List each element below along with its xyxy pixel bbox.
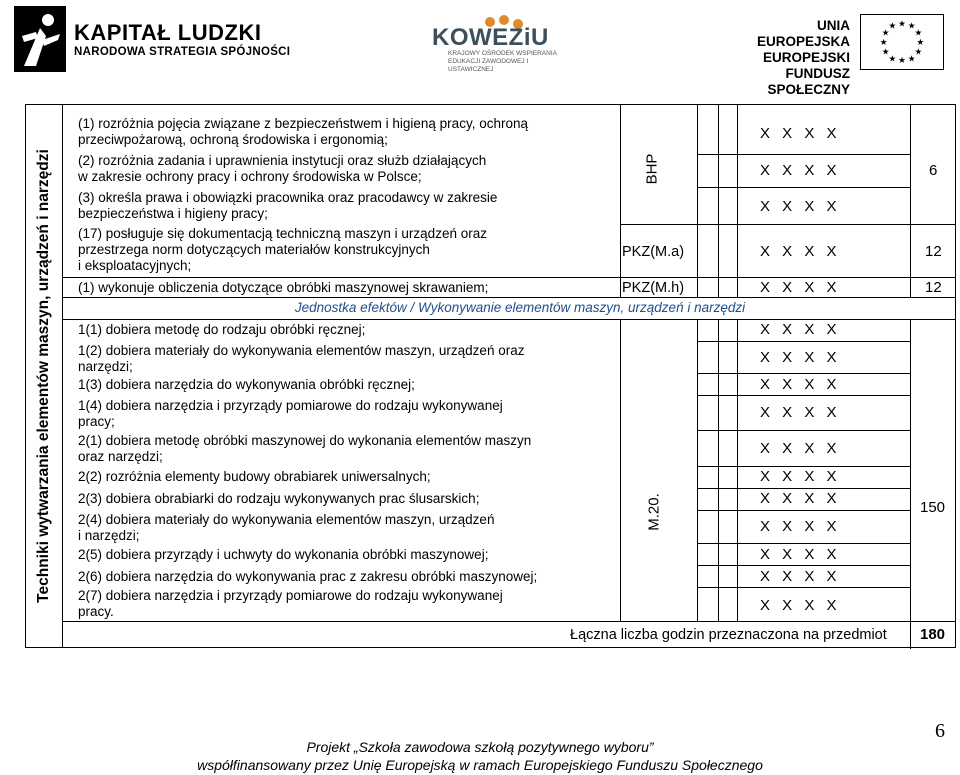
header <box>0 0 960 97</box>
grid-line <box>63 297 956 298</box>
total-hours-value: 180 <box>920 626 946 643</box>
hours-value: 150 <box>920 499 946 516</box>
x-marks: X X X X <box>760 568 837 585</box>
footer-project: Projekt „Szkoła zawodowa szkołą pozytywnego wyboru” <box>306 739 654 755</box>
grid-line <box>697 430 910 431</box>
outcome-line: (1) rozróżnia pojęcia związane z bezpieczeństwem i higieną pracy, ochroną <box>78 116 528 131</box>
footer-cofinance: współfinansowany przez Unię Europejską w ramach Europejskiego Funduszu Społecznego <box>197 757 763 773</box>
x-marks: X X X X <box>760 243 837 260</box>
module-code-m20: M.20. <box>645 493 663 531</box>
outcome-line: 2(2) rozróżnia elementy budowy obrabiarek uniwersalnych; <box>78 469 431 484</box>
x-marks: X X X X <box>760 198 837 215</box>
grid-line <box>697 488 910 489</box>
subject-title: Techniki wytwarzania elementów maszyn, urządzeń i narzędzi <box>35 149 52 603</box>
outcome-line: i eksploatacyjnych; <box>78 258 192 273</box>
code-pkz-ma: PKZ(M.a) <box>622 244 685 260</box>
outcome-line: 2(1) dobiera metodę obróbki maszynowej do wykonania elementów maszyn <box>78 433 532 448</box>
outcome-line: (3) określa prawa i obowiązki pracownika oraz pracodawcy w zakresie <box>78 190 498 205</box>
ue-line-2: EUROPEJSKI <box>762 50 850 65</box>
x-marks: X X X X <box>760 404 837 421</box>
outcome-row <box>78 398 503 430</box>
outcome-row <box>78 433 531 465</box>
svg-text:★: ★ <box>907 54 916 65</box>
page-number: 6 <box>935 720 945 742</box>
x-marks: X X X X <box>760 376 837 393</box>
outcome-row <box>78 116 528 148</box>
outcome-line: bezpieczeństwa i higieny pracy; <box>78 206 268 221</box>
outcome-line: pracy; <box>78 414 115 429</box>
outcome-line: w zakresie ochrony pracy i ochrony środowiska w Polsce; <box>78 169 422 184</box>
outcome-line: oraz narzędzi; <box>78 449 163 464</box>
x-marks: X X X X <box>760 468 837 485</box>
grid-line <box>910 319 911 649</box>
grid-line <box>697 587 910 588</box>
ue-line-1: UNIA EUROPEJSKA <box>756 18 850 49</box>
grid-line <box>697 510 910 511</box>
x-marks: X X X X <box>760 440 837 457</box>
grid-line <box>697 104 698 297</box>
x-marks: X X X X <box>760 321 837 338</box>
svg-text:★: ★ <box>888 54 897 65</box>
unit-heading: Jednostka efektów / Wykonywanie elementów maszyn, urządzeń i narzędzi <box>294 300 746 315</box>
outcome-row <box>78 469 431 485</box>
outcome-line: i narzędzi; <box>78 528 140 543</box>
svg-text:★: ★ <box>914 47 923 58</box>
outcome-row <box>78 588 503 620</box>
outcome-line: pracy. <box>78 604 114 619</box>
svg-text:★: ★ <box>907 21 916 32</box>
grid-line <box>910 104 911 297</box>
outcome-line: (2) rozróżnia zadania i uprawnienia instytucji oraz służb działających <box>78 153 487 168</box>
ue-line-3: FUNDUSZ SPOŁECZNY <box>767 66 850 97</box>
hours-value: 12 <box>925 279 942 296</box>
grid-line <box>63 621 956 622</box>
outcome-line: (17) posługuje się dokumentacją techniczną maszyn i urządzeń oraz <box>78 226 487 241</box>
outcome-line: 1(2) dobiera materiały do wykonywania elementów maszyn, urządzeń oraz <box>78 343 525 358</box>
kapital-ludzki-subtitle: NARODOWA STRATEGIA SPÓJNOŚCI <box>74 46 291 58</box>
x-marks: X X X X <box>760 279 837 296</box>
outcome-row <box>78 343 524 375</box>
eu-flag-icon <box>860 14 944 70</box>
svg-text:★: ★ <box>898 19 906 30</box>
kowezu-name: KOWEZiU <box>432 24 549 51</box>
grid-line <box>718 104 719 297</box>
outcome-line: 1(1) dobiera metodę do rodzaju obróbki ręcznej; <box>78 322 366 337</box>
outcome-row <box>78 512 494 544</box>
svg-text:★: ★ <box>888 21 897 32</box>
grid-line <box>697 341 910 342</box>
x-marks: X X X X <box>760 518 837 535</box>
x-marks: X X X X <box>760 546 837 563</box>
hours-value: 12 <box>925 243 942 260</box>
grid-line <box>697 543 910 544</box>
grid-line <box>63 319 956 320</box>
outcome-row <box>78 491 479 507</box>
outcome-row <box>78 377 415 393</box>
x-marks: X X X X <box>760 490 837 507</box>
grid-line <box>737 319 738 621</box>
grid-line <box>697 154 910 155</box>
outcome-row <box>78 280 488 296</box>
svg-text:★: ★ <box>881 28 890 39</box>
x-marks: X X X X <box>760 349 837 366</box>
outcome-line: narzędzi; <box>78 359 133 374</box>
hours-value: 6 <box>929 162 938 179</box>
grid-line <box>737 104 738 297</box>
outcome-row <box>78 190 497 222</box>
grid-line <box>63 277 956 278</box>
outcome-line: 1(4) dobiera narzędzia i przyrządy pomiarowe do rodzaju wykonywanej <box>78 398 503 413</box>
grid-line <box>697 395 910 396</box>
outcome-line: przeciwpożarową, ochroną środowiska i ergonomią; <box>78 132 388 147</box>
kowezu-subtitle: KRAJOWY OŚRODEK WSPIERANIA EDUKACJI ZAWODOWEJ I USTAWICZNEJ <box>448 50 557 73</box>
grid-line <box>697 319 698 621</box>
outcome-line: 1(3) dobiera narzędzia do wykonywania obróbki ręcznej; <box>78 377 415 392</box>
grid-line <box>718 319 719 621</box>
outcome-row <box>78 569 537 585</box>
total-hours-label: Łączna liczba godzin przeznaczona na przedmiot <box>570 627 887 643</box>
outcome-line: 2(6) dobiera narzędzia do wykonywania prac z zakresu obróbki maszynowej; <box>78 569 538 584</box>
bhp-label: BHP <box>643 153 661 185</box>
x-marks: X X X X <box>760 162 837 179</box>
grid-line <box>697 565 910 566</box>
outcome-row <box>78 153 486 185</box>
svg-text:★: ★ <box>916 37 925 48</box>
outcome-row <box>78 226 487 274</box>
grid-line <box>620 104 621 297</box>
svg-text:★: ★ <box>881 47 890 58</box>
kapital-ludzki-title: KAPITAŁ LUDZKI <box>74 20 262 45</box>
x-marks: X X X X <box>760 125 837 142</box>
outcome-line: (1) wykonuje obliczenia dotyczące obróbki maszynowej skrawaniem; <box>78 280 489 295</box>
grid-line <box>620 319 621 621</box>
outcome-line: 2(3) dobiera obrabiarki do rodzaju wykonywanych prac ślusarskich; <box>78 491 480 506</box>
svg-text:★: ★ <box>898 56 906 67</box>
outcome-line: 2(4) dobiera materiały do wykonywania elementów maszyn, urządzeń <box>78 512 495 527</box>
svg-text:★: ★ <box>879 37 888 48</box>
code-pkz-mh: PKZ(M.h) <box>622 280 685 296</box>
outcome-line: 2(5) dobiera przyrządy i uchwyty do wykonania obróbki maszynowej; <box>78 547 489 562</box>
outcome-line: przestrzega norm dotyczących materiałów konstrukcyjnych <box>78 242 430 257</box>
outcome-row <box>78 322 365 338</box>
outcome-row <box>78 547 488 563</box>
grid-line <box>697 373 910 374</box>
grid-line <box>620 224 956 225</box>
kapital-ludzki-logo-icon <box>14 6 66 72</box>
grid-line <box>697 187 910 188</box>
x-marks: X X X X <box>760 597 837 614</box>
svg-text:★: ★ <box>914 28 923 39</box>
outcome-line: 2(7) dobiera narzędzia i przyrządy pomiarowe do rodzaju wykonywanej <box>78 588 503 603</box>
ue-fund-label <box>726 18 850 98</box>
grid-line <box>697 466 910 467</box>
